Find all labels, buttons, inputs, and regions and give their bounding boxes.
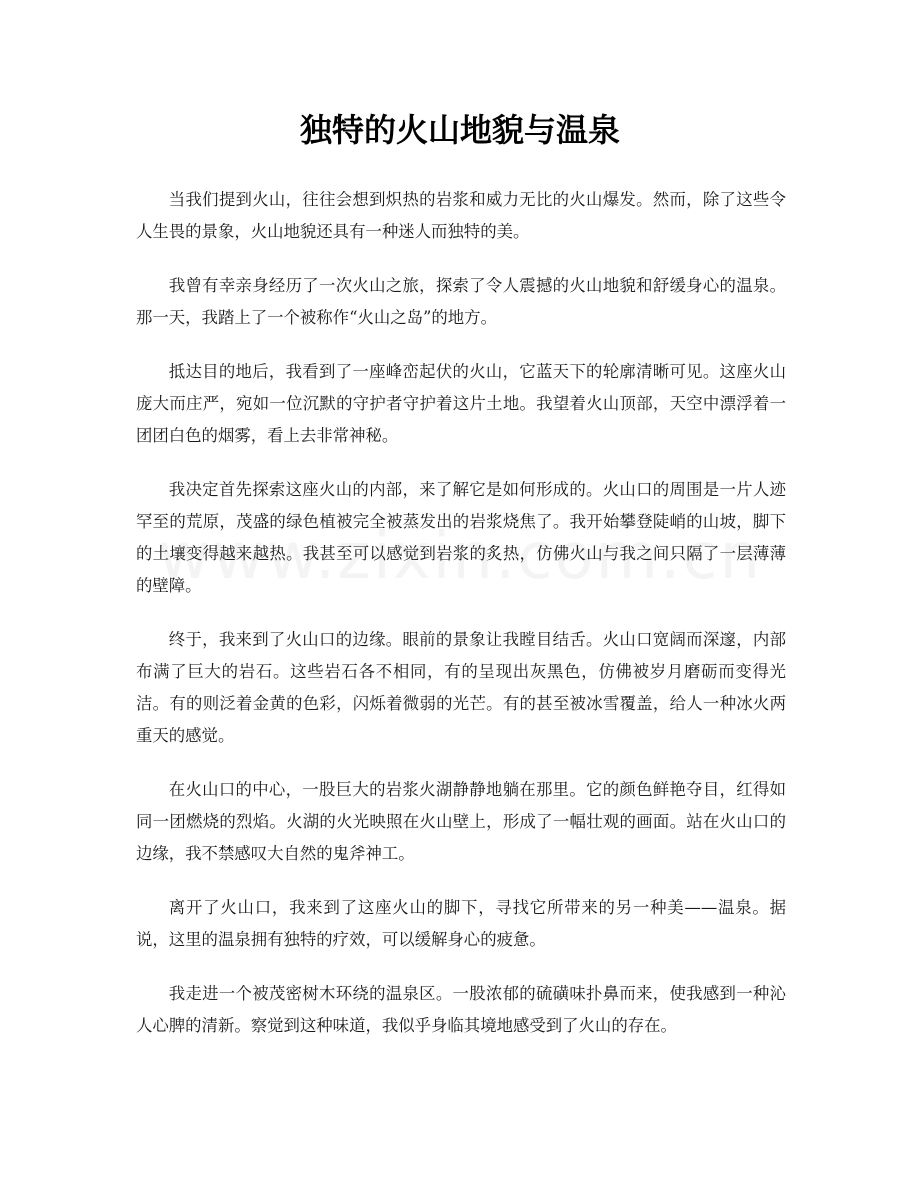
paragraph: 在火山口的中心，一股巨大的岩浆火湖静静地躺在那里。它的颜色鲜艳夺目，红得如同一团燃烧的烈焰。火湖的火光映照在火山壁上，形成了一幅壮观的画面。站在火山口的边缘，我不禁感叹大自然的鬼斧神工。 (136, 780, 786, 863)
paragraph: 终于，我来到了火山口的边缘。眼前的景象让我瞠目结舌。火山口宽阔而深邃，内部布满了巨大的岩石。这些岩石各不相同，有的呈现出灰黑色，仿佛被岁月磨砺而变得光洁。有的则泛着金黄的色彩，闪烁着微弱的光芒。有的甚至被冰雪覆盖，给人一种冰火两重天的感觉。 (136, 630, 786, 745)
paragraph: 当我们提到火山，往往会想到炽热的岩浆和威力无比的火山爆发。然而，除了这些令人生畏的景象，火山地貌还具有一种迷人而独特的美。 (136, 190, 786, 241)
paragraph: 抵达目的地后，我看到了一座峰峦起伏的火山，它蓝天下的轮廓清晰可见。这座火山庞大而庄严，宛如一位沉默的守护者守护着这片土地。我望着火山顶部，天空中漂浮着一团团白色的烟雾，看上去非常神秘。 (136, 362, 786, 445)
paragraph: 我决定首先探索这座火山的内部，来了解它是如何形成的。火山口的周围是一片人迹罕至的荒原，茂盛的绿色植被完全被蒸发出的岩浆烧焦了。我开始攀登陡峭的山坡，脚下的土壤变得越来越热。我甚至可以感觉到岩浆的炙热，仿佛火山与我之间只隔了一层薄薄的壁障。 (136, 480, 786, 595)
document-title: 独特的火山地貌与温泉 (299, 111, 620, 149)
paragraph: 离开了火山口，我来到了这座火山的脚下，寻找它所带来的另一种美——温泉。据说，这里的温泉拥有独特的疗效，可以缓解身心的疲惫。 (136, 898, 786, 949)
paragraph: 我走进一个被茂密树木环绕的温泉区。一股浓郁的硫磺味扑鼻而来，使我感到一种沁人心脾的清新。察觉到这种味道，我似乎身临其境地感受到了火山的存在。 (136, 984, 786, 1035)
paragraph: 我曾有幸亲身经历了一次火山之旅，探索了令人震撼的火山地貌和舒缓身心的温泉。那一天，我踏上了一个被称作“火山之岛”的地方。 (136, 276, 786, 327)
document-body (136, 184, 786, 1064)
